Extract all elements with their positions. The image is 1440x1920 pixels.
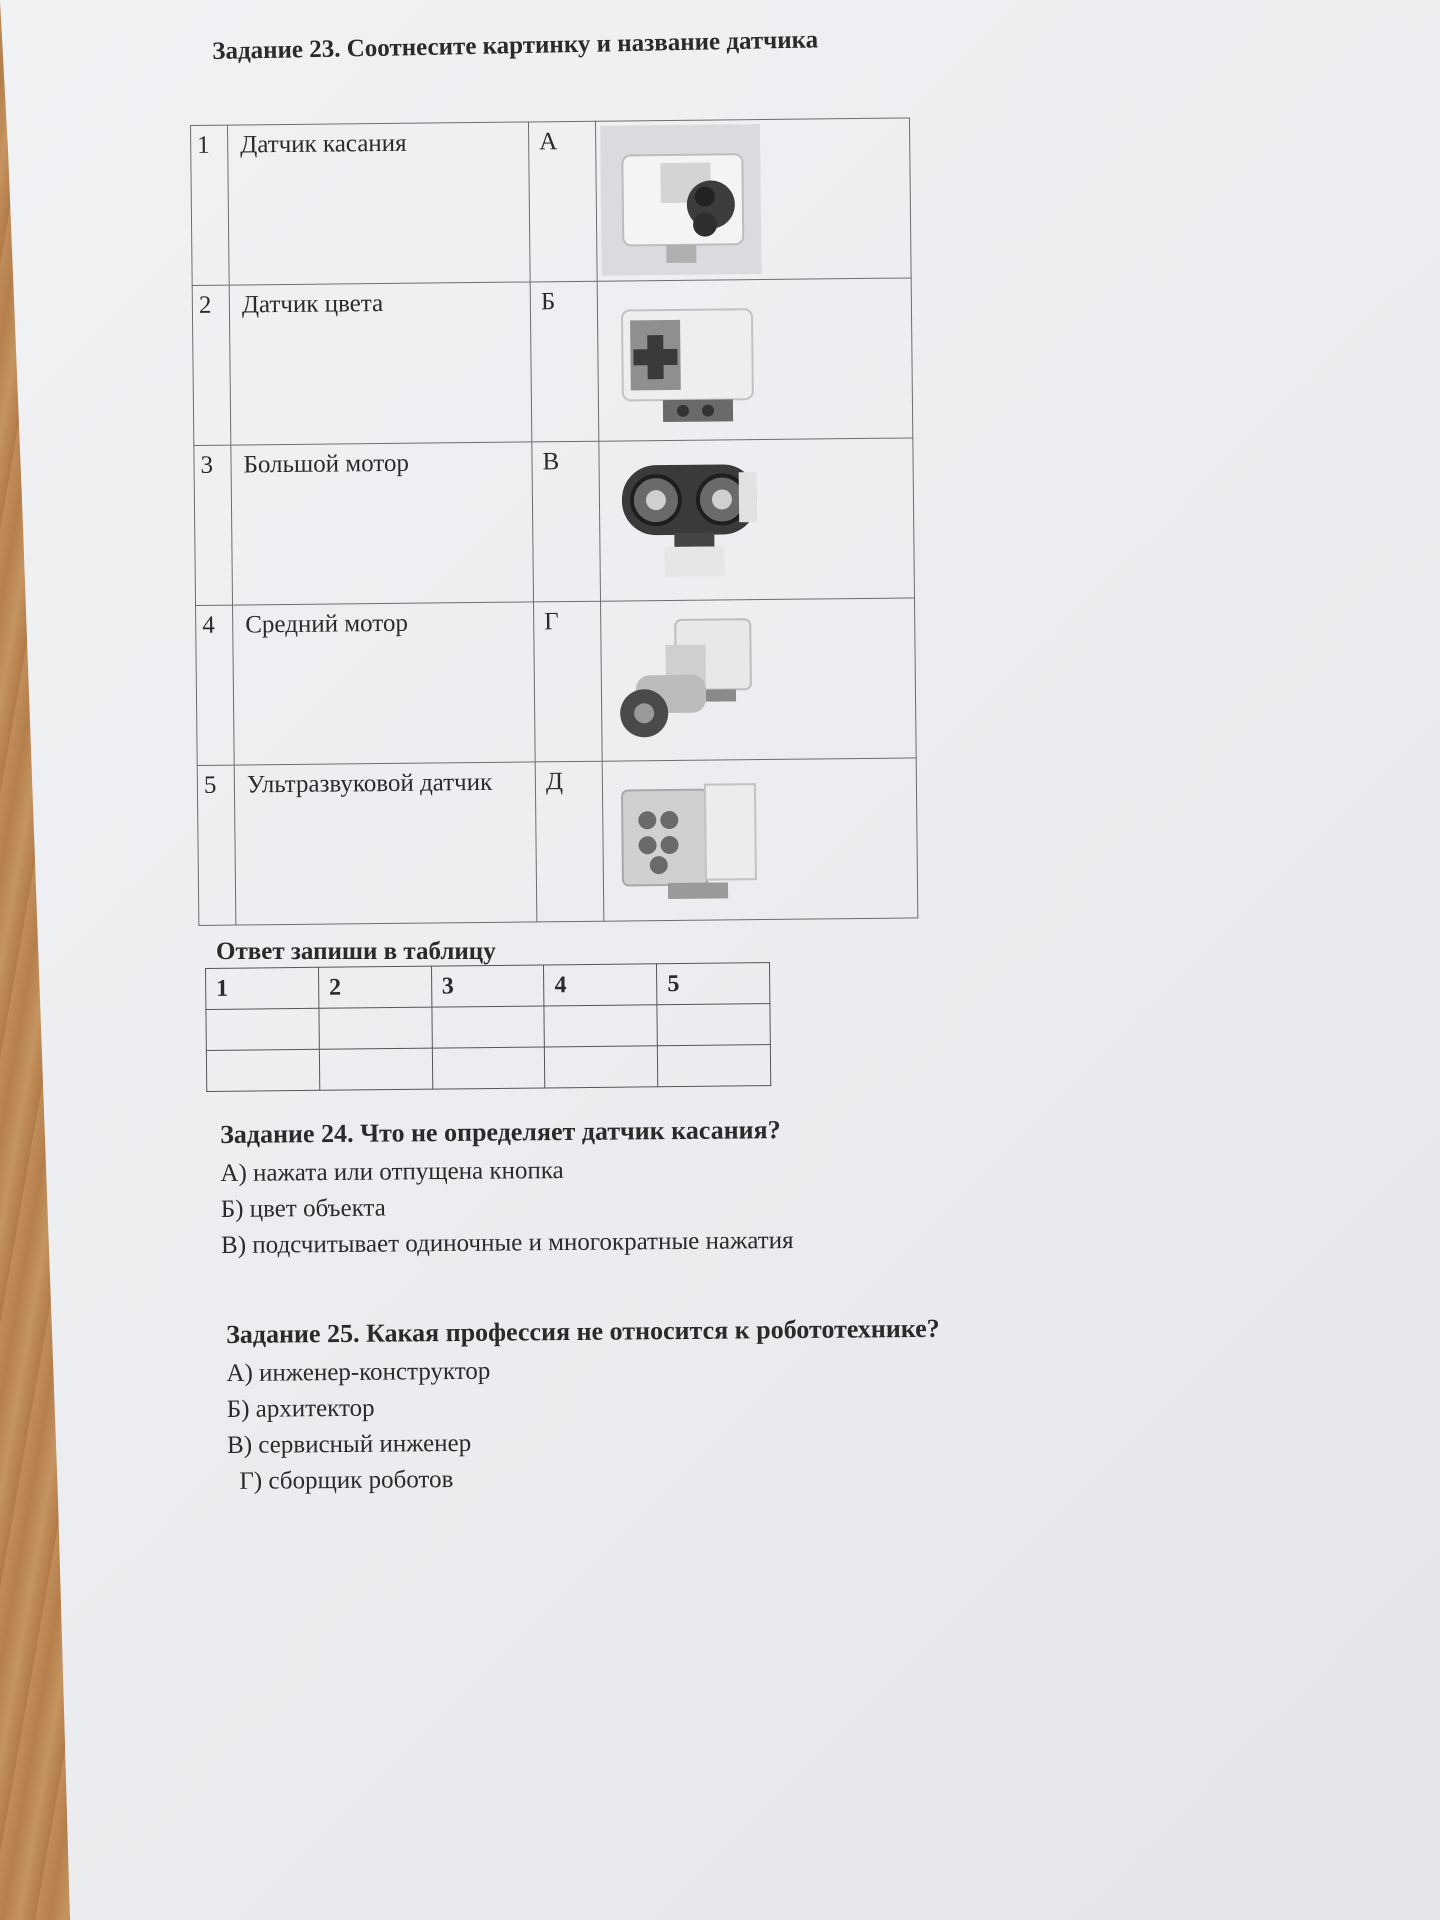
task24-option-c: В) подсчитывает одиночные и многократные нажатия bbox=[220, 1227, 794, 1259]
answer-cell[interactable] bbox=[545, 1046, 658, 1088]
task24-option-a: А) нажата или отпущена кнопка bbox=[220, 1157, 564, 1187]
table-row bbox=[206, 963, 770, 1010]
large-motor-image bbox=[605, 604, 767, 756]
row-letter: Д bbox=[535, 761, 604, 922]
task25-option-d: Г) сборщик роботов bbox=[239, 1466, 454, 1495]
task24-option-b: Б) цвет объекта bbox=[220, 1194, 386, 1223]
answer-cell[interactable] bbox=[432, 1047, 545, 1089]
row-number: 3 bbox=[194, 445, 233, 605]
sensor-name: Датчик касания bbox=[228, 122, 531, 285]
answer-header-3: 3 bbox=[431, 965, 544, 1007]
task25-block bbox=[226, 1314, 941, 1496]
answer-header-4: 4 bbox=[544, 964, 657, 1006]
answer-cell[interactable] bbox=[432, 1006, 545, 1048]
sensor-name: Ультразвуковой датчик bbox=[234, 762, 537, 925]
answer-header-5: 5 bbox=[657, 963, 770, 1005]
row-letter: А bbox=[528, 121, 597, 282]
sensor-name: Большой мотор bbox=[231, 442, 534, 605]
answer-cell[interactable] bbox=[319, 1007, 432, 1049]
answer-header-2: 2 bbox=[318, 966, 431, 1008]
answer-cell[interactable] bbox=[657, 1004, 770, 1046]
matching-table bbox=[190, 117, 918, 925]
task25-option-a: А) инженер-конструктор bbox=[226, 1357, 491, 1387]
task25-title: Задание 25. Какая профессия не относится к робототехнике? bbox=[226, 1313, 940, 1349]
table-row bbox=[197, 758, 918, 926]
touch-sensor-image bbox=[602, 284, 764, 436]
answer-cell[interactable] bbox=[544, 1005, 657, 1047]
row-number: 1 bbox=[191, 125, 230, 285]
medium-motor-image bbox=[607, 764, 769, 916]
task24-block bbox=[220, 1115, 794, 1260]
answer-cell[interactable] bbox=[206, 1008, 319, 1050]
answer-label: Ответ запиши в таблицу bbox=[216, 938, 496, 965]
row-number: 5 bbox=[197, 765, 236, 925]
color-sensor-image bbox=[603, 444, 765, 596]
task23-title: Задание 23. Соотнесите картинку и название датчика bbox=[212, 26, 819, 65]
answer-cell[interactable] bbox=[658, 1045, 771, 1087]
table-row bbox=[196, 598, 917, 766]
task25-option-b: Б) архитектор bbox=[226, 1394, 375, 1423]
table-row bbox=[191, 118, 912, 286]
task25-option-c: В) сервисный инженер bbox=[226, 1429, 472, 1459]
answer-header-1: 1 bbox=[206, 967, 319, 1009]
table-row bbox=[194, 438, 915, 606]
sensor-name: Датчик цвета bbox=[229, 282, 532, 445]
row-letter: Б bbox=[530, 281, 599, 442]
answer-cell[interactable] bbox=[319, 1048, 432, 1090]
row-letter: Г bbox=[534, 601, 603, 762]
row-letter: В bbox=[532, 441, 601, 602]
table-row bbox=[206, 1045, 770, 1092]
table-row bbox=[192, 278, 913, 446]
row-number: 4 bbox=[196, 605, 235, 765]
answer-table bbox=[205, 962, 771, 1092]
answer-cell[interactable] bbox=[206, 1049, 319, 1091]
table-row bbox=[206, 1004, 770, 1051]
sensor-name: Средний мотор bbox=[233, 602, 536, 765]
row-number: 2 bbox=[192, 285, 231, 445]
task24-title: Задание 24. Что не определяет датчик касания? bbox=[220, 1115, 781, 1149]
ultrasonic-sensor-image bbox=[600, 124, 762, 276]
